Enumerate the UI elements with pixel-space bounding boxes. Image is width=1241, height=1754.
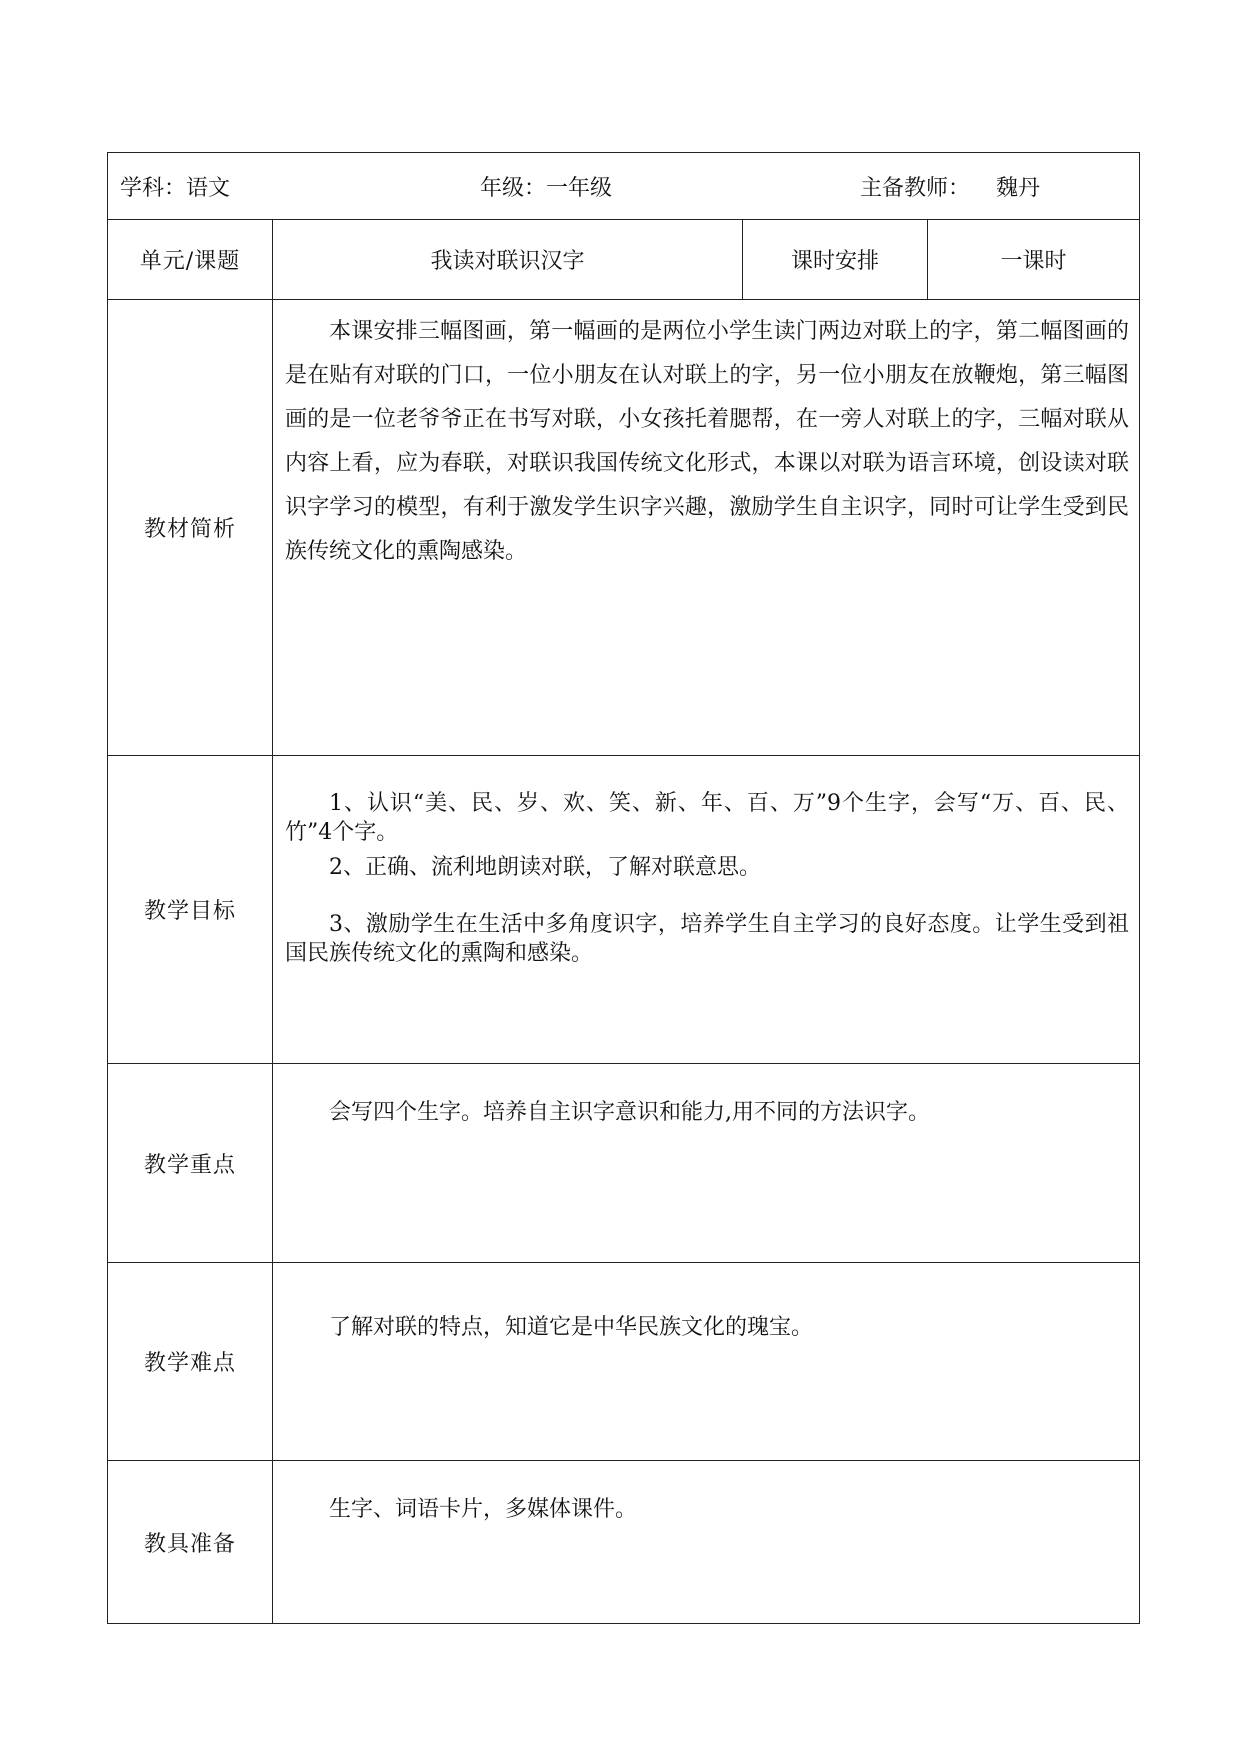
key-points-text: 会写四个生字。培养自主识字意识和能力,用不同的方法识字。 — [329, 1100, 930, 1125]
difficulties-text: 了解对联的特点，知道它是中华民族文化的瑰宝。 — [329, 1315, 814, 1340]
lesson-plan-table — [107, 152, 1140, 1624]
difficulties-label: 教学难点 — [108, 1263, 273, 1461]
goals-row — [108, 756, 1140, 1064]
subject-text: 学科：语文 — [120, 175, 231, 201]
goals-content — [273, 756, 1140, 1064]
header-row — [108, 153, 1140, 220]
materials-row — [108, 1461, 1140, 1624]
goal-item-1: 1、认识“美、民、岁、欢、笑、新、年、百、万”9个生字，会写“万、百、民、竹”4个字。 — [285, 791, 1130, 845]
analysis-content — [273, 300, 1140, 756]
schedule-label: 课时安排 — [743, 220, 928, 300]
analysis-label: 教材简析 — [108, 300, 273, 756]
materials-content — [273, 1461, 1140, 1624]
goal-item-3: 3、激励学生在生活中多角度识字，培养学生自主学习的良好态度。让学生受到祖国民族传统文化的熏陶和感染。 — [285, 912, 1130, 966]
teacher-name: 魏丹 — [996, 175, 1041, 201]
difficulties-row — [108, 1263, 1140, 1461]
teacher-label: 主备教师： — [860, 175, 971, 201]
grade-text: 年级：一年级 — [480, 175, 613, 201]
unit-row — [108, 220, 1140, 300]
teacher-field — [860, 171, 1127, 202]
analysis-row — [108, 300, 1140, 756]
difficulties-content — [273, 1263, 1140, 1461]
unit-label: 单元/课题 — [108, 220, 273, 300]
header-cell — [108, 153, 1140, 220]
key-points-row — [108, 1064, 1140, 1263]
materials-text: 生字、词语卡片，多媒体课件。 — [329, 1497, 638, 1522]
unit-title: 我读对联识汉字 — [273, 220, 743, 300]
schedule-value: 一课时 — [928, 220, 1140, 300]
key-points-content — [273, 1064, 1140, 1263]
key-points-label: 教学重点 — [108, 1064, 273, 1263]
goal-item-2: 2、正确、流利地朗读对联，了解对联意思。 — [329, 855, 761, 880]
materials-label: 教具准备 — [108, 1461, 273, 1624]
analysis-text: 本课安排三幅图画，第一幅画的是两位小学生读门两边对联上的字，第二幅图画的是在贴有对联的门口，一位小朋友在认对联上的字，另一位小朋友在放鞭炮，第三幅图画的是一位老爷爷正在书写对联，小女孩托着腮帮，在一旁人对联上的字，三幅对联从内容上看，应为春联，对联识我国传统文化形式，本课以对联为语言环境，创设读对联识字学习的模型，有利于激发学生识字兴趣，激励学生自主识字，同时可让学生受到民族传统文化的熏陶感染。 — [285, 319, 1130, 564]
goals-label: 教学目标 — [108, 756, 273, 1064]
